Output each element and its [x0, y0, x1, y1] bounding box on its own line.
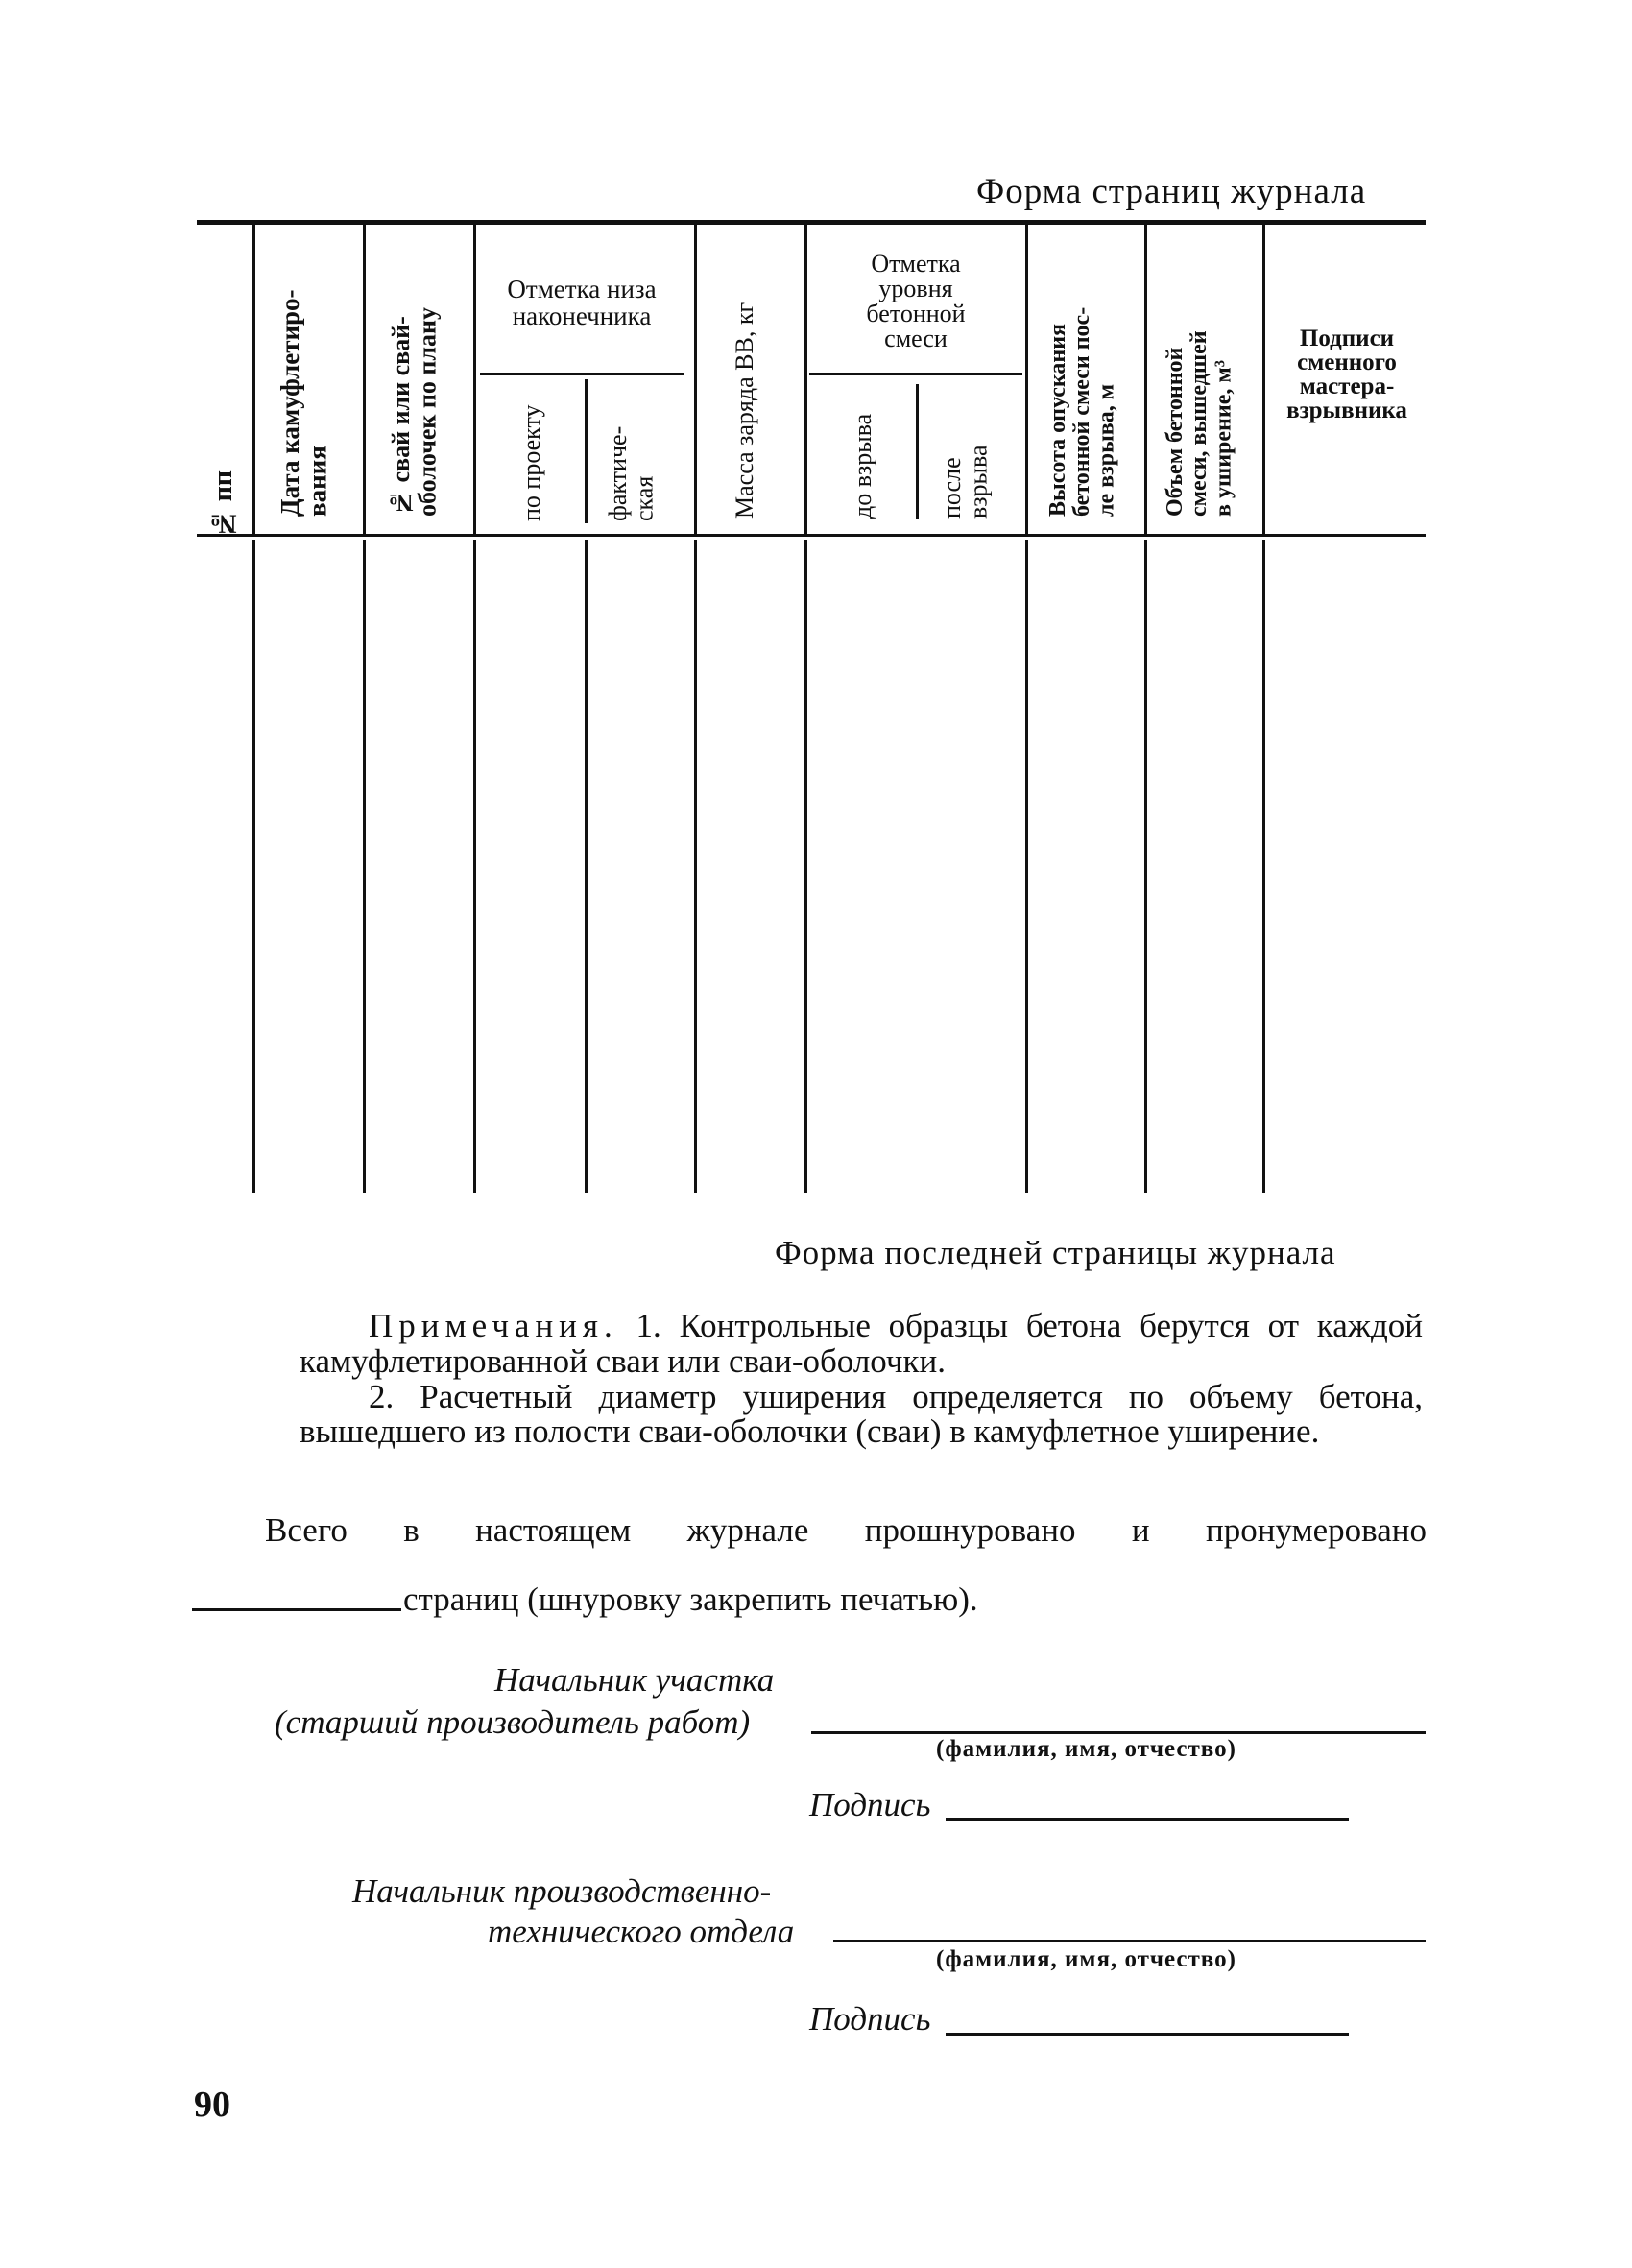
col-volume: Объем бетонной смеси, вышедшей в уширение, м³ [1163, 330, 1236, 517]
body-line-6 [1025, 540, 1028, 1193]
col-level-before: до взрыва [849, 413, 876, 519]
form-pages-title: Форма страниц журнала [976, 172, 1367, 211]
signature-line-2 [946, 2033, 1349, 2036]
col-signatures: Подписи сменного мастера- взрывника [1286, 326, 1407, 423]
body-line-1 [363, 540, 366, 1193]
body-line-2 [473, 540, 476, 1193]
chief-site-title-1: Начальник участка [494, 1661, 775, 1699]
col-divider-3 [473, 225, 476, 534]
statement-word: пронумеровано [1205, 1511, 1427, 1549]
pages-count-blank [192, 1608, 401, 1611]
page-number: 90 [194, 2085, 230, 2125]
chief-ptd-title-2: технического отдела [488, 1913, 795, 1950]
col-divider-5 [694, 225, 697, 534]
col-date: Дата камуфлетиро- вания [276, 289, 332, 517]
chief-ptd-name-line [833, 1940, 1426, 1942]
fio-caption-2: (фамилия, имя, отчество) [936, 1946, 1236, 1972]
last-page-title: Форма последней страницы журнала [775, 1234, 1336, 1271]
col-height: Высота опускания бетонной смеси пос- ле взрыва, м [1045, 306, 1119, 517]
statement-word: прошнуровано [864, 1511, 1076, 1549]
col-tip-group: Отметка низа наконечника [507, 275, 657, 331]
notes-block [300, 1309, 1423, 1450]
notes-label: Примечания. [369, 1307, 618, 1344]
body-line-3 [585, 540, 588, 1193]
note-2: 2. Расчетный диаметр уширения определяется по объему бетона, вышедшего из полости сваи-оболочки (сваи) в камуфлетное уширение. [300, 1377, 1423, 1451]
note-1: 1. Контрольные образцы бетона берутся от каждой камуфлетированной сваи или сваи-оболочки. [300, 1307, 1423, 1380]
col-num: № пп [208, 470, 238, 539]
col-divider-9 [1144, 225, 1147, 534]
level-group-rule [809, 373, 1022, 375]
statement-word: в [403, 1511, 420, 1549]
body-line-5 [804, 540, 807, 1193]
signature-label-2: Подпись [809, 2000, 931, 2038]
table-header-rule [197, 534, 1426, 537]
col-tip-design: по проекту [517, 404, 545, 521]
signature-line-1 [946, 1818, 1349, 1821]
statement-word: настоящем [475, 1511, 632, 1549]
col-divider-4 [585, 379, 588, 523]
fio-caption-1: (фамилия, имя, отчество) [936, 1736, 1236, 1762]
chief-ptd-title-1: Начальник производственно- [352, 1872, 772, 1910]
col-divider-2 [363, 225, 366, 534]
chief-site-name-line [811, 1731, 1426, 1734]
col-divider-6 [804, 225, 807, 534]
tip-group-rule [480, 373, 684, 375]
statement-word: Всего [265, 1511, 348, 1549]
table-top-rule [197, 220, 1426, 225]
body-line-8 [1262, 540, 1265, 1193]
statement-line-1 [265, 1513, 1427, 1549]
col-divider-8 [1025, 225, 1028, 534]
col-level-after: после взрыва [938, 445, 993, 519]
statement-word: и [1131, 1511, 1150, 1549]
body-line-4 [694, 540, 697, 1193]
col-tip-actual: фактиче- ская [604, 425, 659, 521]
statement-line-2: страниц (шнуровку закрепить печатью). [403, 1580, 978, 1618]
col-divider-1 [252, 225, 255, 534]
col-mass: Масса заряда ВВ, кг [731, 302, 758, 519]
body-line-7 [1144, 540, 1147, 1193]
col-divider-7 [916, 384, 919, 519]
body-line-0 [252, 540, 255, 1193]
col-pile: № свай или свай- оболочек по плану [387, 307, 442, 517]
signature-label-1: Подпись [809, 1786, 931, 1823]
col-level-group: Отметка уровня бетонной смеси [866, 250, 966, 352]
chief-site-title-2: (старший производитель работ) [275, 1703, 751, 1741]
statement-word: журнале [686, 1511, 809, 1549]
